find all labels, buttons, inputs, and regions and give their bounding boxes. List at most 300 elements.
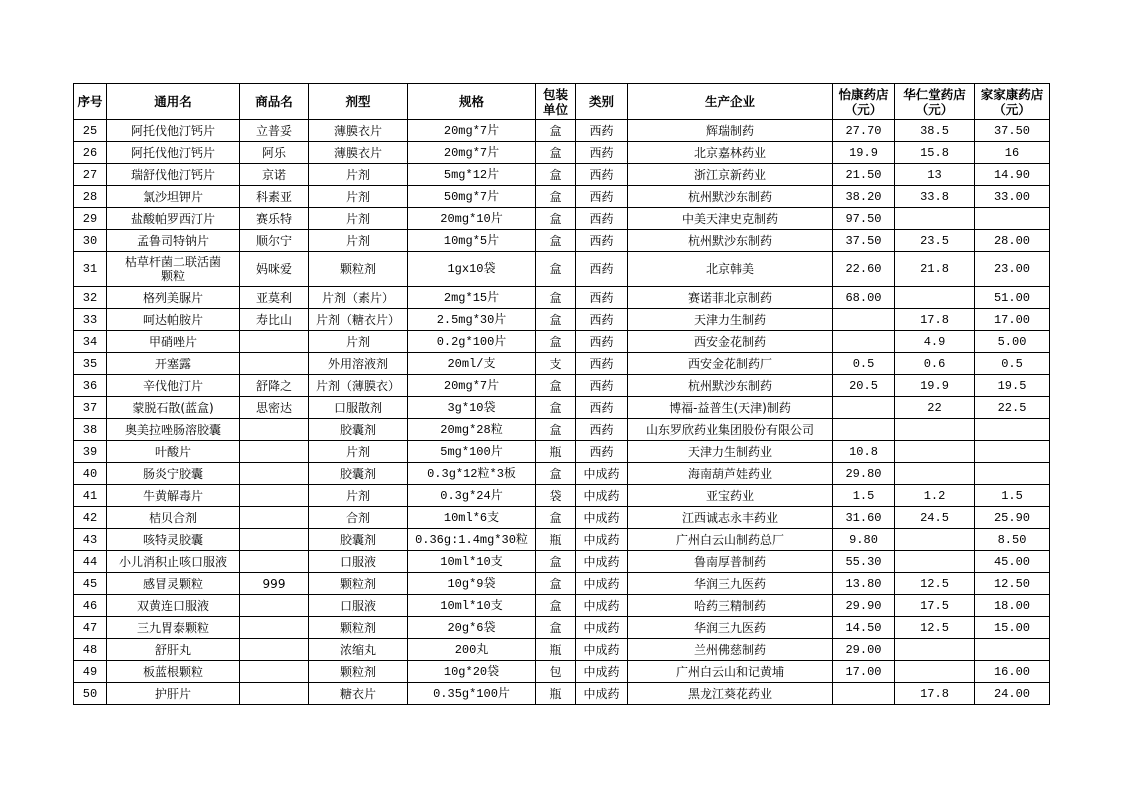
col-index-cell: 36: [74, 375, 107, 397]
table-row: [74, 485, 1050, 507]
col-price-jiajiakang-cell: 33.00: [975, 186, 1050, 208]
col-price-huarentang-cell: 4.9: [895, 331, 975, 353]
col-price-huarentang-cell: [895, 419, 975, 441]
table-row: [74, 595, 1050, 617]
price-table: [73, 83, 1050, 705]
col-category-cell: 西药: [576, 142, 628, 164]
col-dosage-form-cell: 片剂（素片）: [309, 287, 408, 309]
col-category-cell: 中成药: [576, 639, 628, 661]
col-spec-cell: 0.35g*100片: [408, 683, 536, 705]
col-spec-cell: 2.5mg*30片: [408, 309, 536, 331]
col-index-cell: 44: [74, 551, 107, 573]
col-generic-name-cell: 桔贝合剂: [107, 507, 240, 529]
col-dosage-form-cell: 口服散剂: [309, 397, 408, 419]
col-index-cell: 49: [74, 661, 107, 683]
col-price-jiajiakang-cell: 15.00: [975, 617, 1050, 639]
col-package-unit-cell: 盒: [536, 463, 576, 485]
col-price-yikang-cell: 20.5: [833, 375, 895, 397]
col-generic-name-cell: 感冒灵颗粒: [107, 573, 240, 595]
col-price-jiajiakang-cell: 24.00: [975, 683, 1050, 705]
col-spec-cell: 0.3g*12粒*3板: [408, 463, 536, 485]
col-manufacturer-cell: 江西诚志永丰药业: [628, 507, 833, 529]
col-manufacturer-cell: 海南葫芦娃药业: [628, 463, 833, 485]
col-price-jiajiakang-cell: 18.00: [975, 595, 1050, 617]
col-dosage-form-cell: 片剂: [309, 441, 408, 463]
col-category-cell: 西药: [576, 230, 628, 252]
col-brand-name-header: 商品名: [240, 84, 309, 120]
col-price-yikang-cell: 1.5: [833, 485, 895, 507]
table-row: [74, 529, 1050, 551]
table-row: [74, 463, 1050, 485]
col-generic-name-cell: 奥美拉唑肠溶胶囊: [107, 419, 240, 441]
col-index-cell: 41: [74, 485, 107, 507]
col-price-jiajiakang-cell: [975, 639, 1050, 661]
col-price-huarentang-cell: 12.5: [895, 573, 975, 595]
col-package-unit-cell: 盒: [536, 331, 576, 353]
col-dosage-form-cell: 颗粒剂: [309, 573, 408, 595]
col-brand-name-cell: [240, 661, 309, 683]
table-row: [74, 617, 1050, 639]
col-price-huarentang-cell: [895, 661, 975, 683]
table-row: [74, 309, 1050, 331]
col-package-unit-cell: 瓶: [536, 441, 576, 463]
col-package-unit-cell: 盒: [536, 573, 576, 595]
col-dosage-form-cell: 胶囊剂: [309, 419, 408, 441]
table-row: [74, 353, 1050, 375]
col-category-cell: 西药: [576, 208, 628, 230]
col-manufacturer-cell: 广州白云山和记黄埔: [628, 661, 833, 683]
col-index-cell: 46: [74, 595, 107, 617]
col-index-cell: 29: [74, 208, 107, 230]
col-spec-cell: 20mg*7片: [408, 120, 536, 142]
table-row: [74, 683, 1050, 705]
col-category-cell: 西药: [576, 309, 628, 331]
col-brand-name-cell: 阿乐: [240, 142, 309, 164]
col-index-cell: 28: [74, 186, 107, 208]
col-category-cell: 西药: [576, 186, 628, 208]
col-price-yikang-cell: 17.00: [833, 661, 895, 683]
col-price-yikang-header: 怡康药店 （元）: [833, 84, 895, 120]
col-brand-name-cell: [240, 551, 309, 573]
col-index-cell: 39: [74, 441, 107, 463]
col-price-yikang-cell: 10.8: [833, 441, 895, 463]
col-price-jiajiakang-cell: 0.5: [975, 353, 1050, 375]
col-spec-cell: 0.2g*100片: [408, 331, 536, 353]
col-manufacturer-cell: 浙江京新药业: [628, 164, 833, 186]
col-brand-name-cell: [240, 617, 309, 639]
col-generic-name-cell: 肠炎宁胶囊: [107, 463, 240, 485]
col-manufacturer-cell: 广州白云山制药总厂: [628, 529, 833, 551]
col-package-unit-cell: 盒: [536, 208, 576, 230]
col-package-unit-cell: 盒: [536, 507, 576, 529]
col-dosage-form-header: 剂型: [309, 84, 408, 120]
col-package-unit-cell: 盒: [536, 164, 576, 186]
col-spec-cell: 20mg*10片: [408, 208, 536, 230]
col-price-jiajiakang-cell: 5.00: [975, 331, 1050, 353]
col-spec-cell: 20mg*28粒: [408, 419, 536, 441]
col-manufacturer-cell: 博福-益普生(天津)制药: [628, 397, 833, 419]
col-brand-name-cell: 妈咪爱: [240, 252, 309, 287]
col-manufacturer-cell: 黑龙江葵花药业: [628, 683, 833, 705]
col-price-yikang-cell: 37.50: [833, 230, 895, 252]
col-manufacturer-cell: 西安金花制药: [628, 331, 833, 353]
col-price-huarentang-cell: 21.8: [895, 252, 975, 287]
col-package-unit-cell: 盒: [536, 419, 576, 441]
col-generic-name-cell: 舒肝丸: [107, 639, 240, 661]
col-spec-cell: 20g*6袋: [408, 617, 536, 639]
col-price-yikang-cell: 38.20: [833, 186, 895, 208]
col-price-jiajiakang-header: 家家康药店 （元）: [975, 84, 1050, 120]
col-package-unit-cell: 盒: [536, 230, 576, 252]
col-price-yikang-cell: 31.60: [833, 507, 895, 529]
col-generic-name-cell: 叶酸片: [107, 441, 240, 463]
table-row: [74, 331, 1050, 353]
col-price-huarentang-cell: 17.8: [895, 309, 975, 331]
col-category-cell: 西药: [576, 331, 628, 353]
col-generic-name-cell: 阿托伐他汀钙片: [107, 120, 240, 142]
col-brand-name-cell: 999: [240, 573, 309, 595]
col-manufacturer-cell: 山东罗欣药业集团股份有限公司: [628, 419, 833, 441]
table-row: [74, 252, 1050, 287]
col-price-jiajiakang-cell: 16: [975, 142, 1050, 164]
col-brand-name-cell: 思密达: [240, 397, 309, 419]
col-index-cell: 35: [74, 353, 107, 375]
col-index-cell: 50: [74, 683, 107, 705]
col-manufacturer-cell: 天津力生制药: [628, 309, 833, 331]
col-manufacturer-header: 生产企业: [628, 84, 833, 120]
col-spec-cell: 200丸: [408, 639, 536, 661]
col-brand-name-cell: 寿比山: [240, 309, 309, 331]
col-spec-cell: 1gx10袋: [408, 252, 536, 287]
col-dosage-form-cell: 颗粒剂: [309, 617, 408, 639]
col-spec-header: 规格: [408, 84, 536, 120]
col-index-header: 序号: [74, 84, 107, 120]
table-row: [74, 639, 1050, 661]
table-row: [74, 164, 1050, 186]
col-package-unit-cell: 盒: [536, 375, 576, 397]
col-package-unit-cell: 袋: [536, 485, 576, 507]
col-category-cell: 中成药: [576, 551, 628, 573]
col-price-jiajiakang-cell: 51.00: [975, 287, 1050, 309]
col-category-cell: 西药: [576, 375, 628, 397]
col-package-unit-header: 包装 单位: [536, 84, 576, 120]
col-generic-name-cell: 阿托伐他汀钙片: [107, 142, 240, 164]
col-brand-name-cell: [240, 595, 309, 617]
col-dosage-form-cell: 颗粒剂: [309, 252, 408, 287]
col-manufacturer-cell: 北京韩美: [628, 252, 833, 287]
col-spec-cell: 10ml*10支: [408, 551, 536, 573]
col-dosage-form-cell: 片剂（薄膜衣）: [309, 375, 408, 397]
col-price-huarentang-cell: [895, 441, 975, 463]
col-index-cell: 38: [74, 419, 107, 441]
col-category-cell: 中成药: [576, 617, 628, 639]
col-brand-name-cell: 舒降之: [240, 375, 309, 397]
col-generic-name-cell: 开塞露: [107, 353, 240, 375]
col-price-jiajiakang-cell: [975, 208, 1050, 230]
col-price-yikang-cell: 21.50: [833, 164, 895, 186]
col-dosage-form-cell: 片剂: [309, 230, 408, 252]
col-category-cell: 中成药: [576, 463, 628, 485]
col-price-yikang-cell: 0.5: [833, 353, 895, 375]
col-generic-name-cell: 蒙脱石散(蓝盒): [107, 397, 240, 419]
col-dosage-form-cell: 片剂: [309, 331, 408, 353]
col-category-cell: 西药: [576, 120, 628, 142]
table-row: [74, 573, 1050, 595]
col-dosage-form-cell: 片剂（糖衣片）: [309, 309, 408, 331]
col-spec-cell: 5mg*100片: [408, 441, 536, 463]
col-price-jiajiakang-cell: 23.00: [975, 252, 1050, 287]
col-index-cell: 48: [74, 639, 107, 661]
col-index-cell: 42: [74, 507, 107, 529]
col-price-huarentang-cell: 19.9: [895, 375, 975, 397]
col-generic-name-cell: 咳特灵胶囊: [107, 529, 240, 551]
col-dosage-form-cell: 合剂: [309, 507, 408, 529]
col-spec-cell: 20mg*7片: [408, 142, 536, 164]
col-price-jiajiakang-cell: 14.90: [975, 164, 1050, 186]
col-category-cell: 西药: [576, 397, 628, 419]
col-price-huarentang-cell: 24.5: [895, 507, 975, 529]
col-dosage-form-cell: 片剂: [309, 208, 408, 230]
col-generic-name-cell: 氯沙坦钾片: [107, 186, 240, 208]
col-generic-name-cell: 板蓝根颗粒: [107, 661, 240, 683]
col-manufacturer-cell: 华润三九医药: [628, 573, 833, 595]
col-price-yikang-cell: [833, 419, 895, 441]
col-brand-name-cell: 京诺: [240, 164, 309, 186]
col-package-unit-cell: 盒: [536, 309, 576, 331]
col-price-yikang-cell: 97.50: [833, 208, 895, 230]
col-manufacturer-cell: 杭州默沙东制药: [628, 375, 833, 397]
col-manufacturer-cell: 中美天津史克制药: [628, 208, 833, 230]
col-category-cell: 中成药: [576, 683, 628, 705]
col-spec-cell: 10ml*6支: [408, 507, 536, 529]
col-price-jiajiakang-cell: 1.5: [975, 485, 1050, 507]
col-price-yikang-cell: 19.9: [833, 142, 895, 164]
col-generic-name-cell: 孟鲁司特钠片: [107, 230, 240, 252]
col-generic-name-cell: 三九胃泰颗粒: [107, 617, 240, 639]
col-index-cell: 31: [74, 252, 107, 287]
col-price-huarentang-cell: 17.5: [895, 595, 975, 617]
col-index-cell: 26: [74, 142, 107, 164]
col-manufacturer-cell: 西安金花制药厂: [628, 353, 833, 375]
col-price-huarentang-cell: 13: [895, 164, 975, 186]
col-brand-name-cell: [240, 639, 309, 661]
col-price-yikang-cell: 55.30: [833, 551, 895, 573]
col-index-cell: 32: [74, 287, 107, 309]
col-package-unit-cell: 盒: [536, 595, 576, 617]
col-price-huarentang-cell: 15.8: [895, 142, 975, 164]
col-price-jiajiakang-cell: 19.5: [975, 375, 1050, 397]
col-price-jiajiakang-cell: 16.00: [975, 661, 1050, 683]
col-brand-name-cell: 赛乐特: [240, 208, 309, 230]
col-manufacturer-cell: 杭州默沙东制药: [628, 186, 833, 208]
table-row: [74, 186, 1050, 208]
col-price-huarentang-cell: [895, 208, 975, 230]
col-spec-cell: 5mg*12片: [408, 164, 536, 186]
col-generic-name-cell: 甲硝唑片: [107, 331, 240, 353]
col-price-yikang-cell: 14.50: [833, 617, 895, 639]
col-category-cell: 中成药: [576, 573, 628, 595]
col-spec-cell: 0.36g:1.4mg*30粒: [408, 529, 536, 551]
col-index-cell: 45: [74, 573, 107, 595]
col-price-jiajiakang-cell: 37.50: [975, 120, 1050, 142]
col-package-unit-cell: 盒: [536, 287, 576, 309]
table-row: [74, 419, 1050, 441]
table-row: [74, 142, 1050, 164]
col-price-jiajiakang-cell: 22.5: [975, 397, 1050, 419]
col-manufacturer-cell: 亚宝药业: [628, 485, 833, 507]
col-dosage-form-cell: 片剂: [309, 485, 408, 507]
col-category-cell: 中成药: [576, 595, 628, 617]
col-generic-name-cell: 护肝片: [107, 683, 240, 705]
col-generic-name-cell: 双黄连口服液: [107, 595, 240, 617]
col-price-huarentang-cell: [895, 529, 975, 551]
table-row: [74, 551, 1050, 573]
col-price-huarentang-cell: 1.2: [895, 485, 975, 507]
col-package-unit-cell: 盒: [536, 120, 576, 142]
col-dosage-form-cell: 片剂: [309, 164, 408, 186]
table-row: [74, 230, 1050, 252]
col-brand-name-cell: [240, 529, 309, 551]
col-package-unit-cell: 盒: [536, 252, 576, 287]
col-price-jiajiakang-cell: [975, 419, 1050, 441]
col-brand-name-cell: [240, 485, 309, 507]
col-brand-name-cell: [240, 353, 309, 375]
col-price-yikang-cell: [833, 397, 895, 419]
col-price-jiajiakang-cell: 25.90: [975, 507, 1050, 529]
col-index-cell: 37: [74, 397, 107, 419]
col-price-yikang-cell: 13.80: [833, 573, 895, 595]
col-price-huarentang-cell: [895, 551, 975, 573]
col-brand-name-cell: [240, 419, 309, 441]
col-price-huarentang-cell: 33.8: [895, 186, 975, 208]
col-package-unit-cell: 支: [536, 353, 576, 375]
col-brand-name-cell: [240, 331, 309, 353]
table-row: [74, 507, 1050, 529]
col-package-unit-cell: 盒: [536, 617, 576, 639]
table-row: [74, 120, 1050, 142]
col-price-yikang-cell: [833, 309, 895, 331]
col-price-yikang-cell: 27.70: [833, 120, 895, 142]
col-price-yikang-cell: 68.00: [833, 287, 895, 309]
col-spec-cell: 2mg*15片: [408, 287, 536, 309]
col-index-cell: 25: [74, 120, 107, 142]
col-manufacturer-cell: 鲁南厚普制药: [628, 551, 833, 573]
col-category-cell: 西药: [576, 441, 628, 463]
col-index-cell: 47: [74, 617, 107, 639]
table-row: [74, 208, 1050, 230]
col-dosage-form-cell: 糖衣片: [309, 683, 408, 705]
col-dosage-form-cell: 口服液: [309, 551, 408, 573]
col-package-unit-cell: 瓶: [536, 529, 576, 551]
col-price-jiajiakang-cell: [975, 441, 1050, 463]
col-generic-name-cell: 牛黄解毒片: [107, 485, 240, 507]
col-price-jiajiakang-cell: 45.00: [975, 551, 1050, 573]
col-index-cell: 27: [74, 164, 107, 186]
col-brand-name-cell: [240, 683, 309, 705]
col-manufacturer-cell: 哈药三精制药: [628, 595, 833, 617]
col-price-yikang-cell: 29.00: [833, 639, 895, 661]
col-category-cell: 中成药: [576, 661, 628, 683]
col-price-jiajiakang-cell: 12.50: [975, 573, 1050, 595]
col-price-huarentang-cell: [895, 639, 975, 661]
col-price-huarentang-cell: [895, 463, 975, 485]
col-dosage-form-cell: 颗粒剂: [309, 661, 408, 683]
col-price-huarentang-cell: [895, 287, 975, 309]
header-row: [74, 84, 1050, 120]
col-price-huarentang-cell: 38.5: [895, 120, 975, 142]
col-category-header: 类别: [576, 84, 628, 120]
col-generic-name-cell: 辛伐他汀片: [107, 375, 240, 397]
col-price-huarentang-cell: 12.5: [895, 617, 975, 639]
col-category-cell: 西药: [576, 164, 628, 186]
col-dosage-form-cell: 浓缩丸: [309, 639, 408, 661]
col-price-yikang-cell: [833, 331, 895, 353]
col-generic-name-cell: 瑞舒伐他汀钙片: [107, 164, 240, 186]
col-category-cell: 西药: [576, 252, 628, 287]
col-brand-name-cell: 科素亚: [240, 186, 309, 208]
col-generic-name-header: 通用名: [107, 84, 240, 120]
col-price-yikang-cell: [833, 683, 895, 705]
col-category-cell: 中成药: [576, 507, 628, 529]
col-dosage-form-cell: 外用溶液剂: [309, 353, 408, 375]
col-price-huarentang-cell: 17.8: [895, 683, 975, 705]
col-index-cell: 40: [74, 463, 107, 485]
col-manufacturer-cell: 华润三九医药: [628, 617, 833, 639]
col-brand-name-cell: [240, 507, 309, 529]
col-index-cell: 30: [74, 230, 107, 252]
col-spec-cell: 10g*9袋: [408, 573, 536, 595]
col-brand-name-cell: 亚莫利: [240, 287, 309, 309]
col-dosage-form-cell: 薄膜衣片: [309, 142, 408, 164]
col-dosage-form-cell: 胶囊剂: [309, 529, 408, 551]
col-package-unit-cell: 盒: [536, 186, 576, 208]
col-price-jiajiakang-cell: [975, 463, 1050, 485]
col-category-cell: 西药: [576, 419, 628, 441]
col-index-cell: 34: [74, 331, 107, 353]
col-manufacturer-cell: 北京嘉林药业: [628, 142, 833, 164]
col-index-cell: 43: [74, 529, 107, 551]
col-manufacturer-cell: 兰州佛慈制药: [628, 639, 833, 661]
col-spec-cell: 20mg*7片: [408, 375, 536, 397]
col-spec-cell: 10mg*5片: [408, 230, 536, 252]
col-price-yikang-cell: 22.60: [833, 252, 895, 287]
col-dosage-form-cell: 口服液: [309, 595, 408, 617]
table-row: [74, 661, 1050, 683]
col-price-jiajiakang-cell: 17.00: [975, 309, 1050, 331]
col-generic-name-cell: 盐酸帕罗西汀片: [107, 208, 240, 230]
col-package-unit-cell: 瓶: [536, 639, 576, 661]
col-dosage-form-cell: 薄膜衣片: [309, 120, 408, 142]
col-generic-name-cell: 格列美脲片: [107, 287, 240, 309]
col-spec-cell: 50mg*7片: [408, 186, 536, 208]
col-generic-name-cell: 呵达帕胺片: [107, 309, 240, 331]
col-price-huarentang-cell: 23.5: [895, 230, 975, 252]
col-manufacturer-cell: 杭州默沙东制药: [628, 230, 833, 252]
col-price-yikang-cell: 29.80: [833, 463, 895, 485]
col-spec-cell: 0.3g*24片: [408, 485, 536, 507]
col-brand-name-cell: [240, 441, 309, 463]
col-spec-cell: 10g*20袋: [408, 661, 536, 683]
col-manufacturer-cell: 辉瑞制药: [628, 120, 833, 142]
col-manufacturer-cell: 赛诺菲北京制药: [628, 287, 833, 309]
col-price-huarentang-cell: 22: [895, 397, 975, 419]
col-category-cell: 中成药: [576, 529, 628, 551]
col-price-huarentang-header: 华仁堂药店 （元）: [895, 84, 975, 120]
table-row: [74, 287, 1050, 309]
table-row: [74, 375, 1050, 397]
col-brand-name-cell: [240, 463, 309, 485]
col-brand-name-cell: 顺尔宁: [240, 230, 309, 252]
